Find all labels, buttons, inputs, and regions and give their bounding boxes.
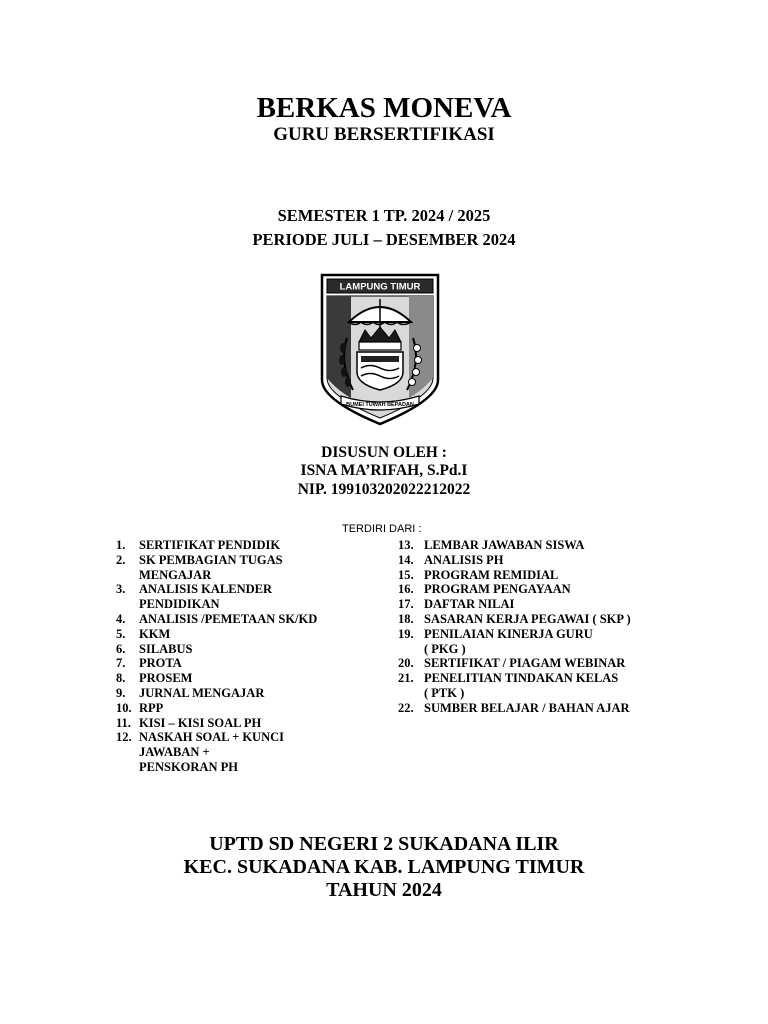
- author-label: DISUSUN OLEH :: [321, 444, 447, 461]
- list-item: 12. NASKAH SOAL + KUNCI JAWABAN + PENSKORAN PH: [116, 730, 284, 774]
- list-item: 16. PROGRAM PENGAYAAN: [398, 582, 571, 597]
- list-item: 18. SASARAN KERJA PEGAWAI ( SKP ): [398, 611, 631, 626]
- author-nip: NIP. 199103202022212022: [297, 481, 471, 498]
- list-item: 21. PENELITIAN TINDAKAN KELAS ( PTK ): [398, 671, 619, 700]
- semester-line: SEMESTER 1 TP. 2024 / 2025: [277, 206, 491, 225]
- list-item: 22. SUMBER BELAJAR / BAHAN AJAR: [398, 700, 630, 715]
- periode-line: PERIODE JULI – DESEMBER 2024: [252, 230, 516, 249]
- document-title: BERKAS MONEVA: [256, 92, 512, 124]
- lampung-timur-emblem-icon: [319, 272, 441, 427]
- list-item: 1. SERTIFIKAT PENDIDIK: [116, 538, 281, 552]
- list-item: 6. SILABUS: [116, 641, 193, 656]
- list-item: 8. PROSEM: [116, 671, 193, 686]
- list-item: 20. SERTIFIKAT / PIAGAM WEBINAR: [398, 656, 626, 671]
- school-location: KEC. SUKADANA KAB. LAMPUNG TIMUR: [183, 856, 585, 878]
- contents-list-right: [398, 538, 698, 716]
- list-item: 13. LEMBAR JAWABAN SISWA: [398, 538, 585, 552]
- emblem-banner-text: LAMPUNG TIMUR: [339, 281, 421, 293]
- list-item: 14. ANALISIS PH: [398, 552, 504, 567]
- list-item: 17. DAFTAR NILAI: [398, 597, 515, 612]
- list-item: 3. ANALISIS KALENDER PENDIDIKAN: [116, 582, 273, 612]
- school-name: UPTD SD NEGERI 2 SUKADANA ILIR: [209, 833, 559, 855]
- contents-label: TERDIRI DARI :: [342, 523, 422, 535]
- list-item: 4. ANALISIS /PEMETAAN SK/KD: [116, 611, 318, 626]
- list-item: 15. PROGRAM REMIDIAL: [398, 567, 559, 582]
- list-item: 11. KISI – KISI SOAL PH: [116, 715, 262, 730]
- document-year: TAHUN 2024: [326, 879, 442, 901]
- list-item: 9. JURNAL MENGAJAR: [116, 685, 265, 700]
- list-item: 19. PENILAIAN KINERJA GURU ( PKG ): [398, 626, 593, 656]
- author-name: ISNA MA’RIFAH, S.Pd.I: [300, 462, 468, 479]
- contents-list-left: [116, 538, 366, 775]
- list-item: 7. PROTA: [116, 656, 182, 671]
- list-item: 10. RPP: [116, 700, 164, 715]
- document-subtitle: GURU BERSERTIFIKASI: [273, 124, 495, 145]
- list-item: 2. SK PEMBAGIAN TUGAS MENGAJAR: [116, 552, 283, 582]
- emblem-motto-text: BUMEI TUWAH BEPADAN: [346, 402, 414, 408]
- list-item: 5. KKM: [116, 626, 171, 641]
